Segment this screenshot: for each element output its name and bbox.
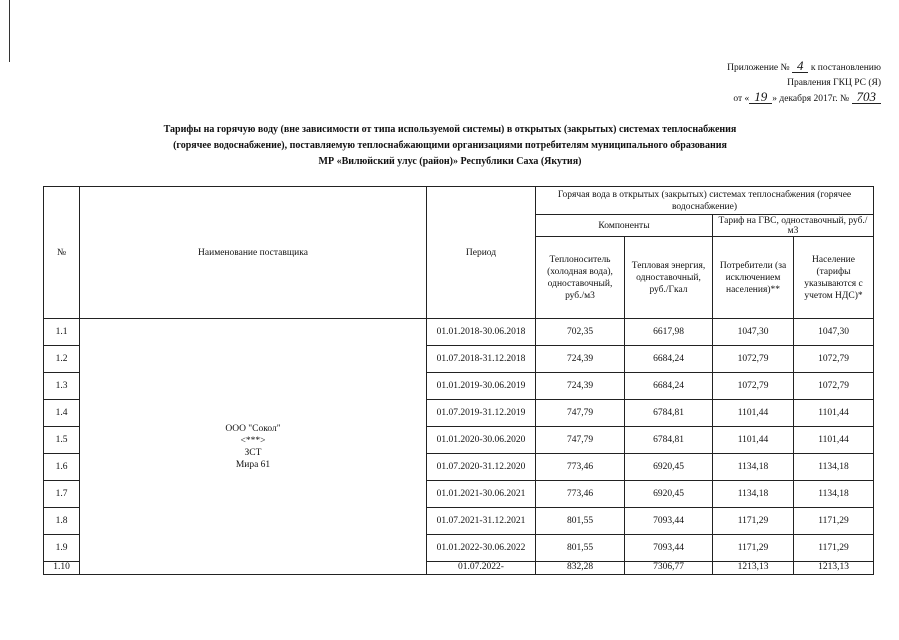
row-coolant: 801,55 <box>536 535 625 562</box>
row-number: 1.9 <box>44 535 80 562</box>
appendix-suffix: к постановлению <box>810 63 881 73</box>
header-energy: Тепловая энергия, одноставочный, руб./Гкал <box>625 237 713 319</box>
row-period: 01.07.2018-31.12.2018 <box>427 346 536 373</box>
appendix-number: 4 <box>792 60 809 73</box>
row-energy: 7093,44 <box>625 508 713 535</box>
row-coolant: 747,79 <box>536 427 625 454</box>
row-period: 01.07.2022- <box>427 562 536 575</box>
row-population: 1134,18 <box>794 481 874 508</box>
header-period: Период <box>427 187 536 319</box>
row-population: 1101,44 <box>794 400 874 427</box>
row-population: 1171,29 <box>794 508 874 535</box>
row-coolant: 724,39 <box>536 373 625 400</box>
row-period: 01.01.2022-30.06.2022 <box>427 535 536 562</box>
row-energy: 6920,45 <box>625 481 713 508</box>
row-energy: 6684,24 <box>625 373 713 400</box>
row-consumers: 1134,18 <box>713 454 794 481</box>
row-coolant: 773,46 <box>536 454 625 481</box>
row-number: 1.8 <box>44 508 80 535</box>
row-coolant: 724,39 <box>536 346 625 373</box>
row-energy: 7093,44 <box>625 535 713 562</box>
row-period: 01.01.2018-30.06.2018 <box>427 319 536 346</box>
row-energy: 6920,45 <box>625 454 713 481</box>
row-population: 1072,79 <box>794 373 874 400</box>
row-number: 1.5 <box>44 427 80 454</box>
header-coolant: Теплоноситель (холодная вода), одноставочный, руб./м3 <box>536 237 625 319</box>
row-period: 01.01.2021-30.06.2021 <box>427 481 536 508</box>
supplier-type: ЗСТ <box>244 447 262 458</box>
date-day: 19 <box>749 91 772 104</box>
row-period: 01.01.2020-30.06.2020 <box>427 427 536 454</box>
table-row <box>44 319 874 346</box>
row-number: 1.6 <box>44 454 80 481</box>
row-consumers: 1101,44 <box>713 400 794 427</box>
title-line-1: Тарифы на горячую воду (вне зависимости от типа используемой системы) в открытых (закрытых) системах теплоснабжения <box>163 124 737 135</box>
row-number: 1.3 <box>44 373 80 400</box>
decree-number: 703 <box>852 91 882 104</box>
row-consumers: 1072,79 <box>713 373 794 400</box>
row-coolant: 801,55 <box>536 508 625 535</box>
appendix-line-1 <box>727 60 881 76</box>
row-population: 1213,13 <box>794 562 874 575</box>
row-number: 1.7 <box>44 481 80 508</box>
row-number: 1.10 <box>44 562 80 575</box>
document-title <box>60 122 840 170</box>
row-population: 1101,44 <box>794 427 874 454</box>
row-period: 01.07.2019-31.12.2019 <box>427 400 536 427</box>
header-tariff: Тариф на ГВС, одноставочный, руб./м3 <box>713 215 874 237</box>
row-energy: 6684,24 <box>625 346 713 373</box>
supplier-cell <box>80 319 427 575</box>
date-prefix: от « <box>733 94 750 104</box>
row-consumers: 1101,44 <box>713 427 794 454</box>
row-coolant: 832,28 <box>536 562 625 575</box>
margin-line <box>9 0 10 62</box>
row-consumers: 1072,79 <box>713 346 794 373</box>
title-line-2: (горячее водоснабжение), поставляемую теплоснабжающими организациями потребителям муниципального образования <box>173 140 727 151</box>
header-consumers: Потребители (за исключением населения)** <box>713 237 794 319</box>
header-components: Компоненты <box>536 215 713 237</box>
appendix-line-3 <box>727 91 881 107</box>
row-consumers: 1171,29 <box>713 508 794 535</box>
row-population: 1047,30 <box>794 319 874 346</box>
row-population: 1072,79 <box>794 346 874 373</box>
row-energy: 6784,81 <box>625 427 713 454</box>
header-group: Горячая вода в открытых (закрытых) системах теплоснабжения (горячее водоснабжение) <box>536 187 874 215</box>
row-period: 01.01.2019-30.06.2019 <box>427 373 536 400</box>
row-energy: 7306,77 <box>625 562 713 575</box>
appendix-line-2: Правления ГКЦ РС (Я) <box>787 78 881 88</box>
row-number: 1.4 <box>44 400 80 427</box>
supplier-address: Мира 61 <box>235 459 271 470</box>
supplier-name: ООО "Сокол" <box>225 423 281 434</box>
appendix-block <box>727 60 881 107</box>
row-consumers: 1171,29 <box>713 535 794 562</box>
row-consumers: 1047,30 <box>713 319 794 346</box>
row-coolant: 773,46 <box>536 481 625 508</box>
row-consumers: 1134,18 <box>713 481 794 508</box>
row-number: 1.1 <box>44 319 80 346</box>
header-no: № <box>44 187 80 319</box>
row-coolant: 747,79 <box>536 400 625 427</box>
row-period: 01.07.2021-31.12.2021 <box>427 508 536 535</box>
title-line-3: МР «Вилюйский улус (район)» Республики Саха (Якутия) <box>318 156 582 167</box>
row-energy: 6784,81 <box>625 400 713 427</box>
row-energy: 6617,98 <box>625 319 713 346</box>
tariff-table <box>43 186 874 575</box>
supplier-mark: <***> <box>240 435 266 446</box>
row-population: 1134,18 <box>794 454 874 481</box>
date-month-year: » декабря 2017г. № <box>772 94 850 104</box>
row-coolant: 702,35 <box>536 319 625 346</box>
appendix-prefix: Приложение № <box>727 63 790 73</box>
header-population: Население (тарифы указываются с учетом НДС)* <box>794 237 874 319</box>
header-supplier: Наименование поставщика <box>80 187 427 319</box>
row-period: 01.07.2020-31.12.2020 <box>427 454 536 481</box>
row-population: 1171,29 <box>794 535 874 562</box>
row-consumers: 1213,13 <box>713 562 794 575</box>
row-number: 1.2 <box>44 346 80 373</box>
